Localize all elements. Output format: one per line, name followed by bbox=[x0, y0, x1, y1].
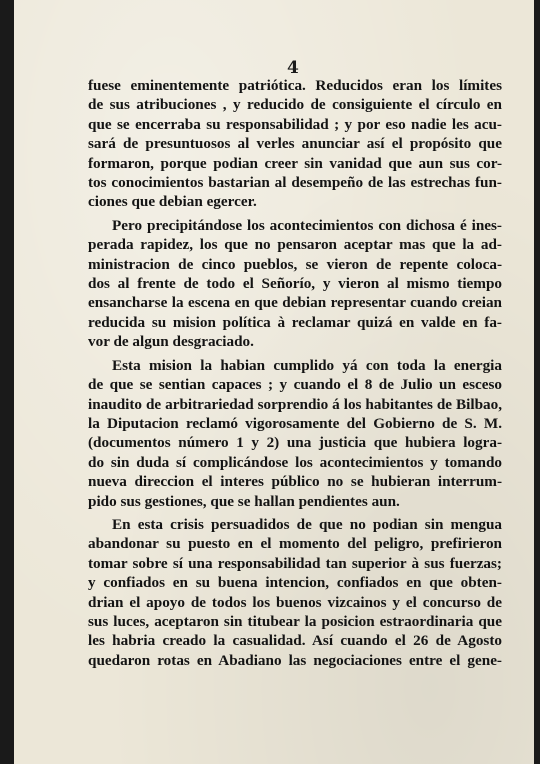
text-line: (documentos número 1 y 2) una justicia que hubiera logra- bbox=[88, 434, 502, 452]
text-line: Esta mision la habian cumplido yá con toda la energia bbox=[112, 356, 502, 374]
text-line: drian el apoyo de todos los buenos vizcainos y el concurso de bbox=[88, 593, 502, 611]
text-line: nueva direccion el interes público no se hubieran interrum- bbox=[88, 473, 502, 491]
paragraph bbox=[88, 515, 502, 670]
text-line: abandonar su puesto en el momento del peligro, prefirieron bbox=[88, 535, 502, 553]
text-line: ensancharse la escena en que debian representar cuando creian bbox=[88, 294, 502, 312]
text-line: reducida su mision política à reclamar quizá en valde en fa- bbox=[88, 313, 502, 331]
page-number: 4 bbox=[287, 58, 299, 78]
text-line: y confiados en su buena intencion, confiados en que obten- bbox=[88, 574, 502, 592]
text-line: perada rapidez, los que no pensaron aceptar mas que la ad- bbox=[88, 236, 502, 254]
text-line: Pero precipitándose los acontecimientos con dichosa é ines- bbox=[112, 216, 502, 234]
text-line: vor de algun desgraciado. bbox=[88, 333, 254, 351]
text-line: ciones que debian egercer. bbox=[88, 193, 257, 211]
text-line: tomar sobre sí una responsabilidad tan superior à sus fuerzas; bbox=[88, 554, 502, 572]
text-line: de que se sentian capaces ; y cuando el 8 de Julio un esceso bbox=[88, 376, 502, 394]
text-line: que se encerraba su responsabilidad ; y por eso nadie les acu- bbox=[88, 115, 502, 133]
paragraph bbox=[88, 216, 502, 352]
text-line: do sin duda sí complicándose los acontecimientos y tomando bbox=[88, 453, 502, 471]
text-line: tos conocimientos bastarian al desempeño de las estrechas fun- bbox=[88, 174, 502, 192]
paragraph bbox=[88, 356, 502, 511]
text-line: de sus atribuciones , y reducido de consiguiente el círculo en bbox=[88, 96, 502, 114]
document-page bbox=[14, 0, 534, 764]
text-line: sará de presuntuosos al verles anunciar así el propósito que bbox=[88, 135, 502, 153]
text-line: pido sus gestiones, que se hallan pendientes aun. bbox=[88, 492, 400, 510]
text-line: En esta crisis persuadidos de que no podian sin mengua bbox=[112, 515, 502, 533]
text-line: sus luces, aceptaron sin titubear la posicion estraordinaria que bbox=[88, 612, 502, 630]
text-line: ministracion de cinco pueblos, se vieron de repente coloca- bbox=[88, 255, 502, 273]
text-line: dos al frente de todo el Señorío, y vieron al mismo tiempo bbox=[88, 275, 502, 293]
text-line: inaudito de arbitrariedad sorprendio á los habitantes de Bilbao, bbox=[88, 395, 502, 413]
paragraph bbox=[88, 76, 502, 212]
text-line: quedaron rotas en Abadiano las negociaciones entre el gene- bbox=[88, 651, 502, 669]
text-line: la Diputacion reclamó vigorosamente del Gobierno de S. M. bbox=[88, 414, 502, 432]
text-line: fuese eminentemente patriótica. Reducidos eran los límites bbox=[88, 77, 502, 94]
body-text bbox=[88, 76, 502, 670]
text-line: formaron, porque podian creer sin vanidad que aun sus cor- bbox=[88, 154, 502, 172]
text-line: les habria creado la casualidad. Así cuando el 26 de Agosto bbox=[88, 632, 502, 650]
